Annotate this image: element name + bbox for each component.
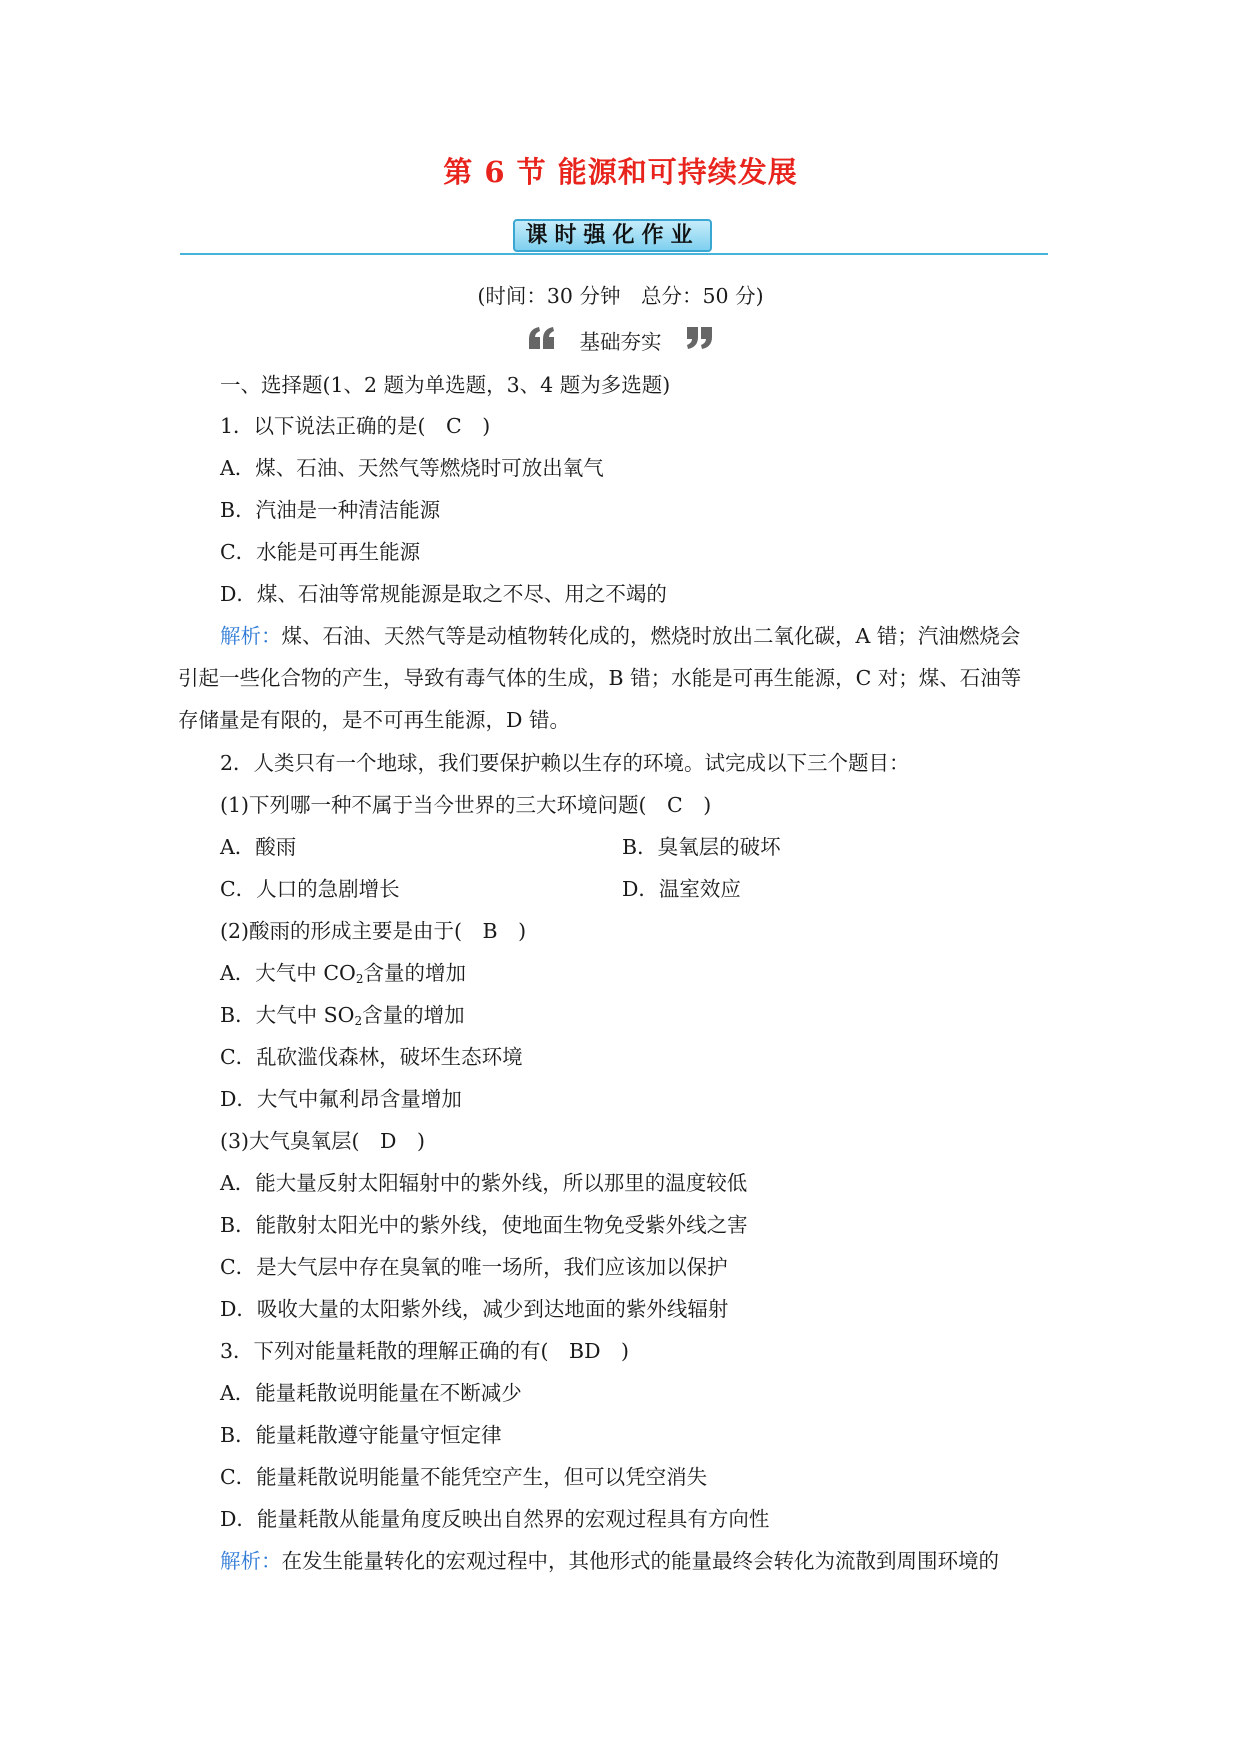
section-header bbox=[0, 325, 1241, 359]
q2-3-option-c: C．是大气层中存在臭氧的唯一场所，我们应该加以保护 bbox=[220, 1255, 728, 1279]
header-divider bbox=[180, 253, 1048, 255]
q3-option-d: D．能量耗散从能量角度反映出自然界的宏观过程具有方向性 bbox=[220, 1507, 770, 1531]
q1-analysis-line-2: 引起一些化合物的产生，导致有毒气体的生成，B 错；水能是可再生能源，C 对；煤、石油等 bbox=[178, 666, 1022, 690]
q3-analysis-line-1: 解析：在发生能量转化的宏观过程中，其他形式的能量最终会转化为流散到周围环境的 bbox=[220, 1549, 999, 1573]
q3-option-a: A．能量耗散说明能量在不断减少 bbox=[220, 1381, 522, 1405]
q2-3-option-d: D．吸收大量的太阳紫外线，减少到达地面的紫外线辐射 bbox=[220, 1297, 729, 1321]
q1-analysis-line-3: 存储量是有限的，是不可再生能源，D 错。 bbox=[178, 708, 570, 732]
time-score-info: (时间：30 分钟 总分：50 分) bbox=[477, 284, 764, 308]
analysis-label: 解析： bbox=[220, 624, 282, 648]
q1-option-c: C．水能是可再生能源 bbox=[220, 540, 421, 564]
q2-2-option-a: A．大气中 $CO_2$含量的增加 bbox=[220, 961, 466, 986]
q3-option-b: B．能量耗散遵守能量守恒定律 bbox=[220, 1423, 502, 1447]
q2-3-stem: (3)大气臭氧层( D ) bbox=[220, 1129, 425, 1153]
q3-option-c: C．能量耗散说明能量不能凭空产生，但可以凭空消失 bbox=[220, 1465, 708, 1489]
q2-1-stem: (1)下列哪一种不属于当今世界的三大环境问题( C ) bbox=[220, 793, 712, 817]
q3-stem: 3．下列对能量耗散的理解正确的有( BD ) bbox=[220, 1339, 630, 1363]
q2-2-option-c: C．乱砍滥伐森林，破坏生态环境 bbox=[220, 1045, 523, 1069]
q2-1-option-d: D．温室效应 bbox=[622, 877, 741, 901]
section-label: 基础夯实 bbox=[579, 330, 662, 354]
q1-option-d: D．煤、石油等常规能源是取之不尽、用之不竭的 bbox=[220, 582, 667, 606]
q2-1-option-b: B．臭氧层的破坏 bbox=[622, 835, 781, 859]
close-quote-icon bbox=[684, 325, 714, 359]
q1-option-a: A．煤、石油、天然气等燃烧时可放出氧气 bbox=[220, 456, 604, 480]
open-quote-icon bbox=[527, 325, 557, 359]
q1-analysis-line-1: 解析：煤、石油、天然气等是动植物转化成的，燃烧时放出二氧化碳，A 错；汽油燃烧会 bbox=[220, 624, 1021, 648]
q2-2-option-b: B．大气中 $SO_2$含量的增加 bbox=[220, 1003, 465, 1028]
q2-2-stem: (2)酸雨的形成主要是由于( B ) bbox=[220, 919, 527, 943]
part-heading: 一、选择题(1、2 题为单选题，3、4 题为多选题) bbox=[220, 373, 671, 397]
q2-3-option-b: B．能散射太阳光中的紫外线，使地面生物免受紫外线之害 bbox=[220, 1213, 748, 1237]
analysis-label: 解析： bbox=[220, 1549, 282, 1573]
q2-1-option-c: C．人口的急剧增长 bbox=[220, 877, 400, 901]
q2-1-option-a: A．酸雨 bbox=[220, 835, 297, 859]
q1-stem: 1．以下说法正确的是( C ) bbox=[220, 414, 491, 438]
page-title: 第 6 节 能源和可持续发展 bbox=[443, 155, 798, 189]
q1-option-b: B．汽油是一种清洁能源 bbox=[220, 498, 441, 522]
q2-2-option-d: D．大气中氟利昂含量增加 bbox=[220, 1087, 462, 1111]
q2-stem: 2．人类只有一个地球，我们要保护赖以生存的环境。试完成以下三个题目： bbox=[220, 751, 910, 775]
homework-badge: 课时强化作业 bbox=[513, 219, 712, 252]
q2-3-option-a: A．能大量反射太阳辐射中的紫外线，所以那里的温度较低 bbox=[220, 1171, 748, 1195]
